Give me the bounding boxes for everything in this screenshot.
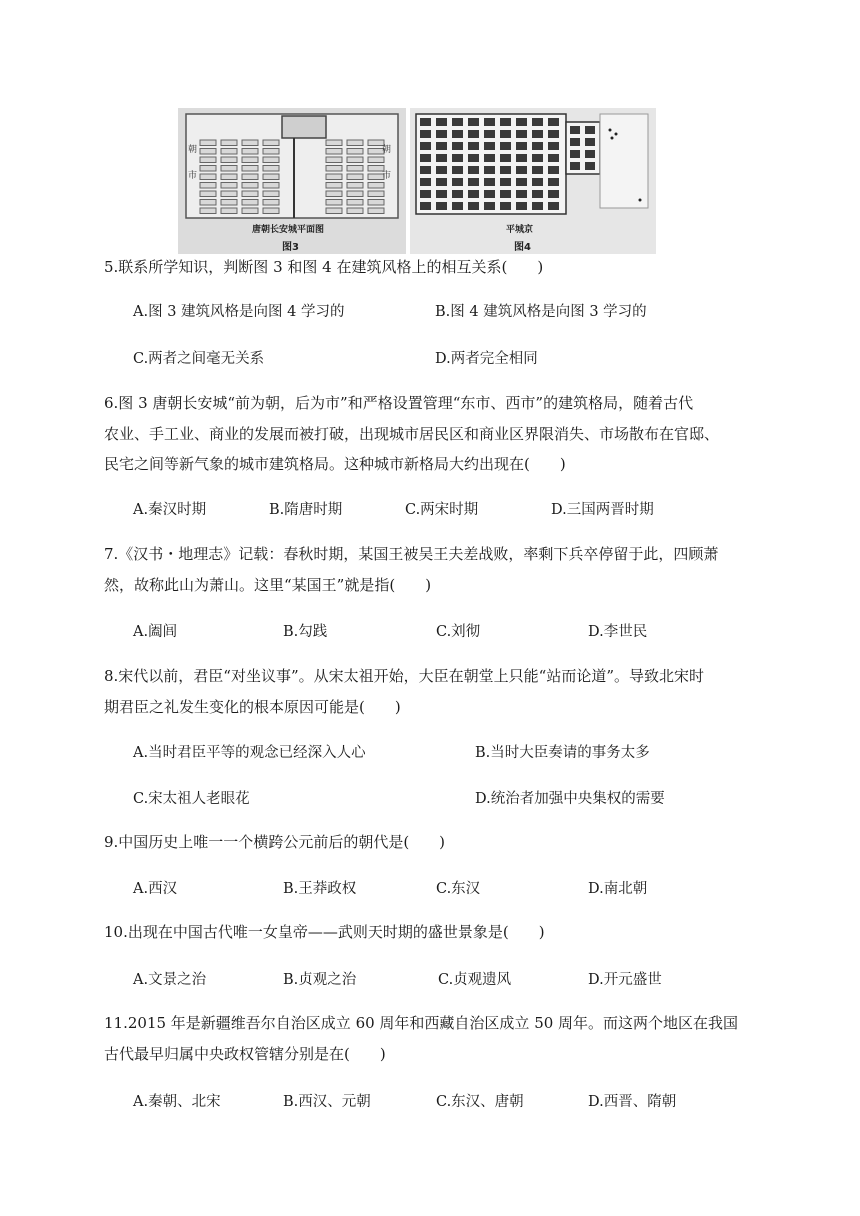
- figure-4-title: 平城京: [506, 225, 534, 235]
- svg-text:朝: 朝: [382, 145, 392, 155]
- question-7-option-a[interactable]: A.阖闾: [133, 624, 178, 640]
- question-9-stem: 9.中国历史上唯一一个横跨公元前后的朝代是( ): [104, 833, 446, 851]
- question-10: [104, 917, 764, 948]
- question-5-option-c[interactable]: C.两者之间毫无关系: [133, 351, 265, 367]
- svg-text:市: 市: [188, 171, 198, 181]
- question-10-stem: 10.出现在中国古代唯一女皇帝——武则天时期的盛世景象是( ): [104, 923, 545, 941]
- figure-3-changan-map: [178, 108, 406, 254]
- svg-text:朝: 朝: [188, 145, 198, 155]
- question-5-stem: 5.联系所学知识，判断图 3 和图 4 在建筑风格上的相互关系( ): [104, 258, 544, 276]
- figure-block: [178, 108, 656, 254]
- question-7-option-b[interactable]: B.勾践: [283, 624, 328, 640]
- question-5-option-b[interactable]: B.图 4 建筑风格是向图 3 学习的: [435, 304, 647, 320]
- question-5: [104, 252, 764, 283]
- question-6-option-d[interactable]: D.三国两晋时期: [551, 502, 654, 518]
- question-11-option-d[interactable]: D.西晋、隋朝: [588, 1094, 677, 1110]
- question-10-option-b[interactable]: B.贞观之治: [283, 972, 357, 988]
- question-11-option-c[interactable]: C.东汉、唐朝: [436, 1094, 524, 1110]
- question-11-stem-line-1: 11.2015 年是新疆维吾尔自治区成立 60 周年和西藏自治区成立 50 周年。而这两个地区在我国: [104, 1014, 739, 1032]
- question-7-stem-line-1: 7.《汉书・地理志》记载：春秋时期，某国王被吴王夫差战败，率剩下兵卒停留于此，四顾萧: [104, 545, 719, 563]
- figure-3-title: 唐朝长安城平面图: [252, 225, 325, 235]
- question-8-option-c[interactable]: C.宋太祖人老眼花: [133, 791, 250, 807]
- question-8-stem-line-1: 8.宋代以前，君臣“对坐议事”。从宋太祖开始，大臣在朝堂上只能“站而论道”。导致北宋时: [104, 667, 704, 685]
- question-8: [104, 661, 764, 722]
- question-6-stem-line-2: 农业、手工业、商业的发展而被打破，出现城市居民区和商业区界限消失、市场散布在官邸、: [104, 424, 720, 443]
- question-10-option-d[interactable]: D.开元盛世: [588, 972, 662, 988]
- question-8-stem-line-2: 期君臣之礼发生变化的根本原因可能是( ): [104, 697, 401, 716]
- question-11: [104, 1008, 764, 1069]
- question-8-option-a[interactable]: A.当时君臣平等的观念已经深入人心: [133, 745, 366, 761]
- question-11-option-a[interactable]: A.秦朝、北宋: [133, 1094, 221, 1110]
- figure-4-caption: 图4: [514, 242, 531, 253]
- figure-4-heijokyo-map: [410, 108, 656, 254]
- svg-text:市: 市: [382, 171, 392, 181]
- question-9-option-c[interactable]: C.东汉: [436, 881, 481, 897]
- question-7: [104, 539, 764, 600]
- question-10-option-c[interactable]: C.贞观遗风: [438, 972, 512, 988]
- question-9-option-b[interactable]: B.王莽政权: [283, 881, 357, 897]
- question-5-option-a[interactable]: A.图 3 建筑风格是向图 4 学习的: [133, 304, 345, 320]
- question-11-stem-line-2: 古代最早归属中央政权管辖分别是在( ): [104, 1044, 386, 1063]
- question-6-option-a[interactable]: A.秦汉时期: [133, 502, 207, 518]
- question-9-option-a[interactable]: A.西汉: [133, 881, 178, 897]
- question-6-stem-line-3: 民宅之间等新气象的城市建筑格局。这种城市新格局大约出现在( ): [104, 455, 566, 473]
- figure-3-caption: 图3: [282, 242, 299, 253]
- question-6: [104, 388, 764, 480]
- question-11-option-b[interactable]: B.西汉、元朝: [283, 1094, 371, 1110]
- question-8-option-d[interactable]: D.统治者加强中央集权的需要: [475, 791, 665, 807]
- question-7-stem-line-2: 然，故称此山为萧山。这里“某国王”就是指( ): [104, 575, 432, 594]
- question-7-option-c[interactable]: C.刘彻: [436, 624, 481, 640]
- question-5-option-d[interactable]: D.两者完全相同: [435, 351, 538, 367]
- question-9: [104, 827, 764, 858]
- question-8-option-b[interactable]: B.当时大臣奏请的事务太多: [475, 745, 650, 761]
- question-10-option-a[interactable]: A.文景之治: [133, 972, 207, 988]
- question-6-option-b[interactable]: B.隋唐时期: [269, 502, 343, 518]
- question-6-option-c[interactable]: C.两宋时期: [405, 502, 479, 518]
- question-6-stem-line-1: 6.图 3 唐朝长安城“前为朝，后为市”和严格设置管理“东市、西市”的建筑格局，随着古代: [104, 394, 694, 412]
- question-9-option-d[interactable]: D.南北朝: [588, 881, 648, 897]
- question-7-option-d[interactable]: D.李世民: [588, 624, 648, 640]
